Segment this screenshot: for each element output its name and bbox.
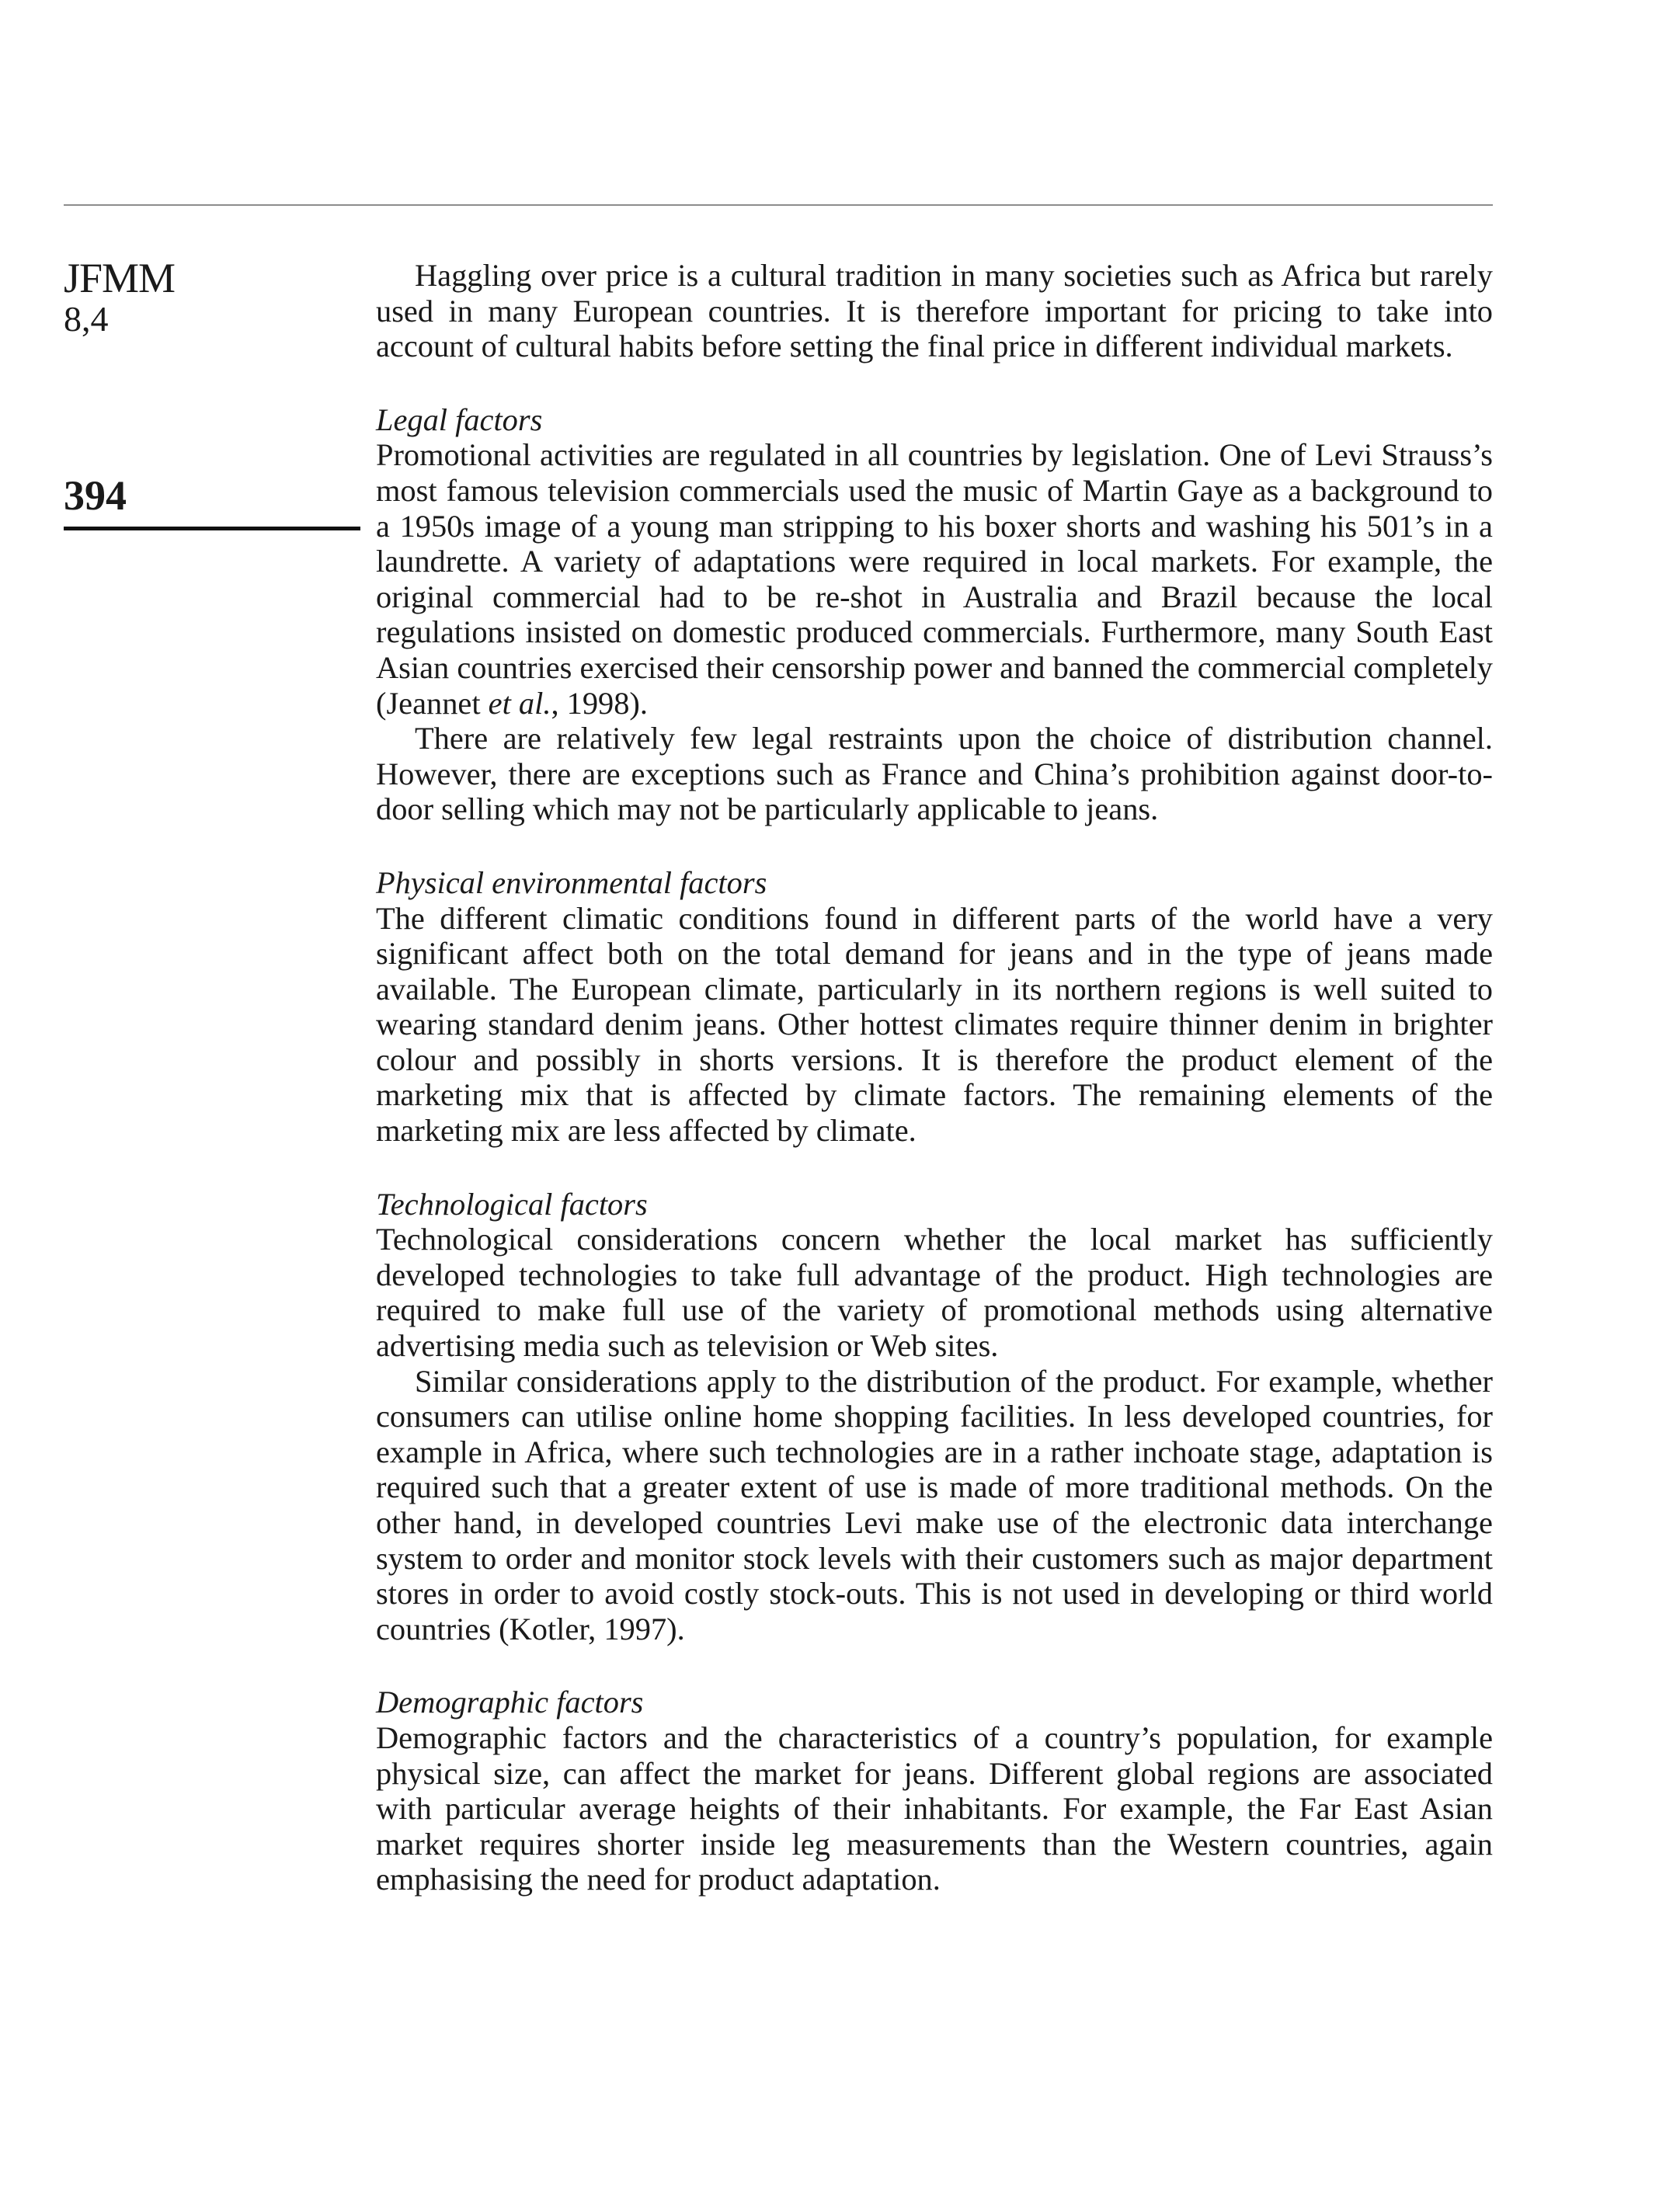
intro-paragraph: Haggling over price is a cultural tradition in many societies such as Africa but rarely used in many European countries. It is therefore important for pricing to take into account of cultural habits before setting the final price in different individual markets. xyxy=(376,258,1493,364)
page-number: 394 xyxy=(64,472,127,519)
legal-paragraph-1-text: Promotional activities are regulated in all countries by legislation. One of Levi Strauss’s most famous television commercials used the music of Martin Gaye as a background to a 1950s image of a young man stripping to his boxer shorts and washing his 501’s in a laundrette. A variety of adaptations were required in local markets. For example, the original commercial had to be re-shot in Australia and Brazil because the local regulations insisted on domestic produced commercials. Furthermore, many South East Asian countries exercised their censorship power and banned the commercial completely (Jeannet xyxy=(376,437,1493,721)
physical-paragraph-1: The different climatic conditions found in different parts of the world have a very significant affect both on the total demand for jeans and in the type of jeans made available. The European climate, particularly in its northern regions is well suited to wearing standard denim jeans. Other hottest climates require thinner denim in brighter colour and possibly in shorts versions. It is therefore the product element of the marketing mix that is affected by climate factors. The remaining elements of the marketing mix are less affected by climate. xyxy=(376,900,1493,1149)
legal-paragraph-2: There are relatively few legal restraints upon the choice of distribution channel. However, there are exceptions such as France and China’s prohibition against door-to-door selling which may not be particularly applicable to jeans. xyxy=(376,721,1493,827)
section-heading-technological: Technological factors xyxy=(376,1186,648,1222)
volume-issue: 8,4 xyxy=(64,299,109,339)
header-rule xyxy=(64,204,1493,206)
technological-paragraph-1: Technological considerations concern whether the local market has sufficiently developed technologies to take full advantage of the product. High technologies are required to make full use of the variety of promotional methods using alternative advertising media such as television or Web sites. xyxy=(376,1222,1493,1364)
section-heading-legal: Legal factors xyxy=(376,402,543,437)
article-body xyxy=(376,258,1493,1897)
section-heading-demographic: Demographic factors xyxy=(376,1685,644,1720)
legal-paragraph-1-end: , 1998). xyxy=(551,685,648,721)
technological-paragraph-2: Similar considerations apply to the distribution of the product. For example, whether consumers can utilise online home shopping facilities. In less developed countries, for example in Africa, where such technologies are in a rather inchoate stage, adaptation is required such that a greater extent of use is made of more traditional methods. On the other hand, in developed countries Levi make use of the electronic data interchange system to order and monitor stock levels with their customers such as major department stores in order to avoid costly stock-outs. This is not used in developing or third world countries (Kotler, 1997). xyxy=(376,1363,1493,1646)
legal-paragraph-1 xyxy=(376,437,1493,721)
demographic-paragraph-1: Demographic factors and the characteristics of a country’s population, for example physical size, can affect the market for jeans. Different global regions are associated with particular average heights of their inhabitants. For example, the Far East Asian market requires shorter inside leg measurements than the Western countries, again emphasising the need for product adaptation. xyxy=(376,1719,1493,1897)
running-head xyxy=(64,256,359,339)
section-heading-physical: Physical environmental factors xyxy=(376,864,767,900)
citation-et-al: et al. xyxy=(488,685,551,721)
journal-abbreviation: JFMM xyxy=(64,255,176,301)
page-number-rule xyxy=(64,527,360,530)
